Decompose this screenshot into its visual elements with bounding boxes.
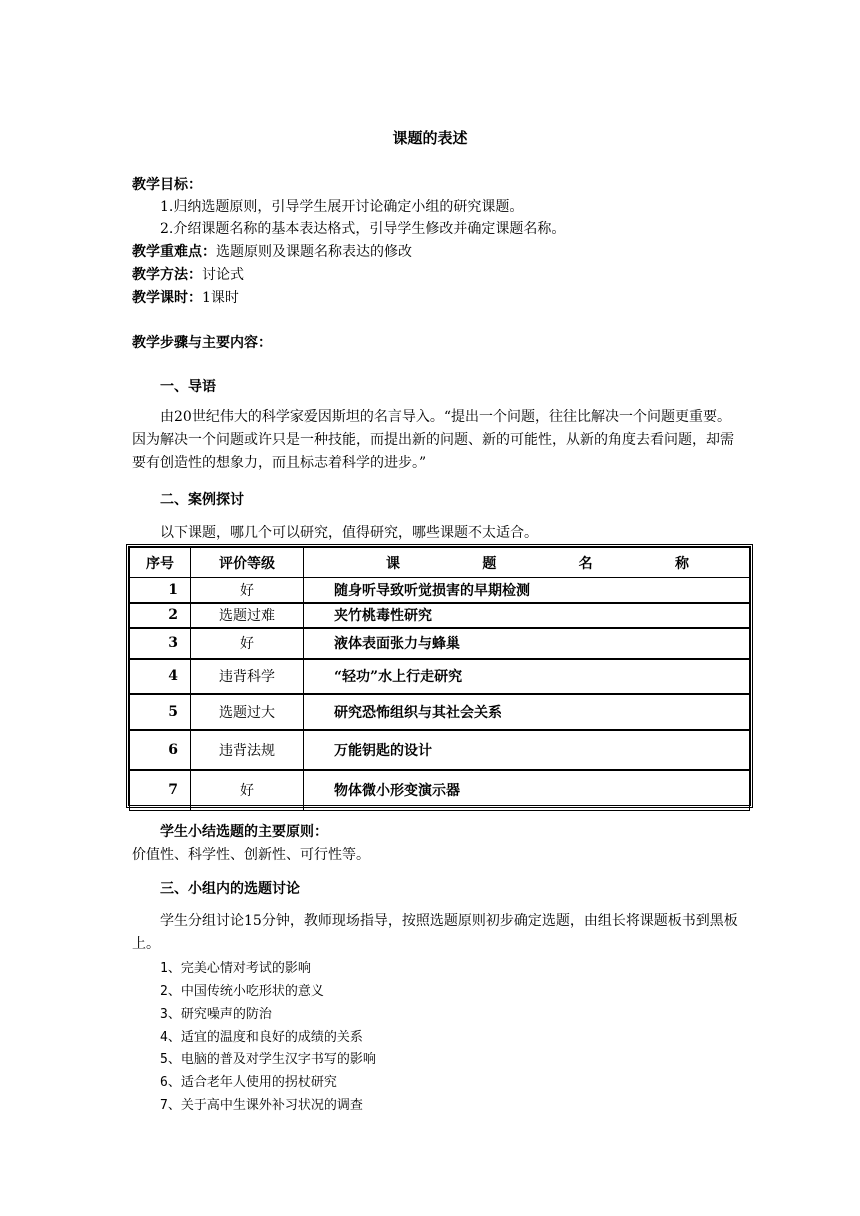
table-row (130, 694, 750, 730)
hours-value: 1课时 (202, 290, 239, 306)
row-eval: 好 (191, 770, 304, 811)
objective-item-1: 1.归纳选题原则，引导学生展开讨论确定小组的研究课题。 (160, 199, 524, 215)
table-row (130, 578, 750, 603)
case-table (126, 544, 753, 808)
list-item: 7、关于高中生课外补习状况的调查 (160, 1098, 363, 1113)
key-points-line (132, 242, 412, 262)
page-title: 课题的表述 (392, 129, 468, 147)
table-row (130, 730, 750, 770)
method-label: 教学方法： (132, 267, 202, 283)
list-item: 3、研究噪声的防治 (160, 1007, 272, 1022)
row-eval: 违背法规 (191, 730, 304, 770)
row-index: 3 (130, 628, 191, 659)
row-index: 6 (130, 730, 191, 770)
objective-item-2: 2.介绍课题名称的基本表达格式，引导学生修改并确定课题名称。 (160, 221, 566, 237)
table-row (130, 659, 750, 694)
header-name (304, 548, 750, 578)
section3-text: 学生分组讨论15分钟，教师现场指导，按照选题原则初步确定选题，由组长将课题板书到黑板上。 (132, 913, 738, 952)
table-row (130, 770, 750, 811)
list-item: 1、完美心情对考试的影响 (160, 961, 311, 976)
row-index: 2 (130, 603, 191, 628)
row-index: 5 (130, 694, 191, 730)
header-eval: 评价等级 (191, 548, 304, 578)
header-index: 序号 (130, 548, 191, 578)
list-item: 5、电脑的普及对学生汉字书写的影响 (160, 1052, 376, 1067)
row-eval: 违背科学 (191, 659, 304, 694)
row-eval: 好 (191, 628, 304, 659)
list-item: 4、适宜的温度和良好的成绩的关系 (160, 1030, 363, 1045)
section1-heading: 一、导语 (160, 379, 216, 395)
section3-heading: 三、小组内的选题讨论 (160, 881, 300, 897)
list-item: 2、中国传统小吃形状的意义 (160, 984, 324, 999)
hours-label: 教学课时： (132, 290, 202, 306)
row-name: “轻功”水上行走研究 (304, 659, 750, 694)
row-name: 万能钥匙的设计 (304, 730, 750, 770)
section1-text: 由20世纪伟大的科学家爱因斯坦的名言导入。“提出一个问题，往往比解决一个问题更重要。因为解决一个问题或许只是一种技能，而提出新的问题、新的可能性，从新的角度去看问题，却需要有创造性的想象力，而且标志着科学的进步。” (132, 409, 734, 471)
row-index: 7 (130, 770, 191, 811)
row-eval: 好 (191, 578, 304, 603)
section2-heading: 二、案例探讨 (160, 492, 244, 508)
list-item: 6、适合老年人使用的拐杖研究 (160, 1075, 337, 1090)
row-name: 研究恐怖组织与其社会关系 (304, 694, 750, 730)
row-eval: 选题过难 (191, 603, 304, 628)
row-index: 1 (130, 578, 191, 603)
key-points-value: 选题原则及课题名称表达的修改 (216, 244, 412, 260)
table-row (130, 628, 750, 659)
steps-heading: 教学步骤与主要内容： (132, 335, 272, 351)
method-value: 讨论式 (202, 267, 244, 283)
row-name: 液体表面张力与蜂巢 (304, 628, 750, 659)
row-name: 物体微小形变演示器 (304, 770, 750, 811)
header-name-char-4: 称 (674, 555, 689, 572)
objectives-label: 教学目标： (132, 177, 202, 193)
header-name-char-3: 名 (578, 555, 593, 572)
header-name-char-2: 题 (482, 555, 497, 572)
row-name: 随身听导致听觉损害的早期检测 (304, 578, 750, 603)
header-name-char-1: 课 (386, 555, 400, 572)
row-eval: 选题过大 (191, 694, 304, 730)
row-name: 夹竹桃毒性研究 (304, 603, 750, 628)
row-index: 4 (130, 659, 191, 694)
summary-heading: 学生小结选题的主要原则： (160, 824, 328, 840)
key-points-label: 教学重难点： (132, 244, 216, 260)
summary-text: 价值性、科学性、创新性、可行性等。 (132, 847, 370, 863)
section2-intro: 以下课题，哪几个可以研究，值得研究，哪些课题不太适合。 (160, 525, 538, 541)
method-line (132, 265, 244, 285)
hours-line (132, 288, 239, 308)
table-row (130, 603, 750, 628)
